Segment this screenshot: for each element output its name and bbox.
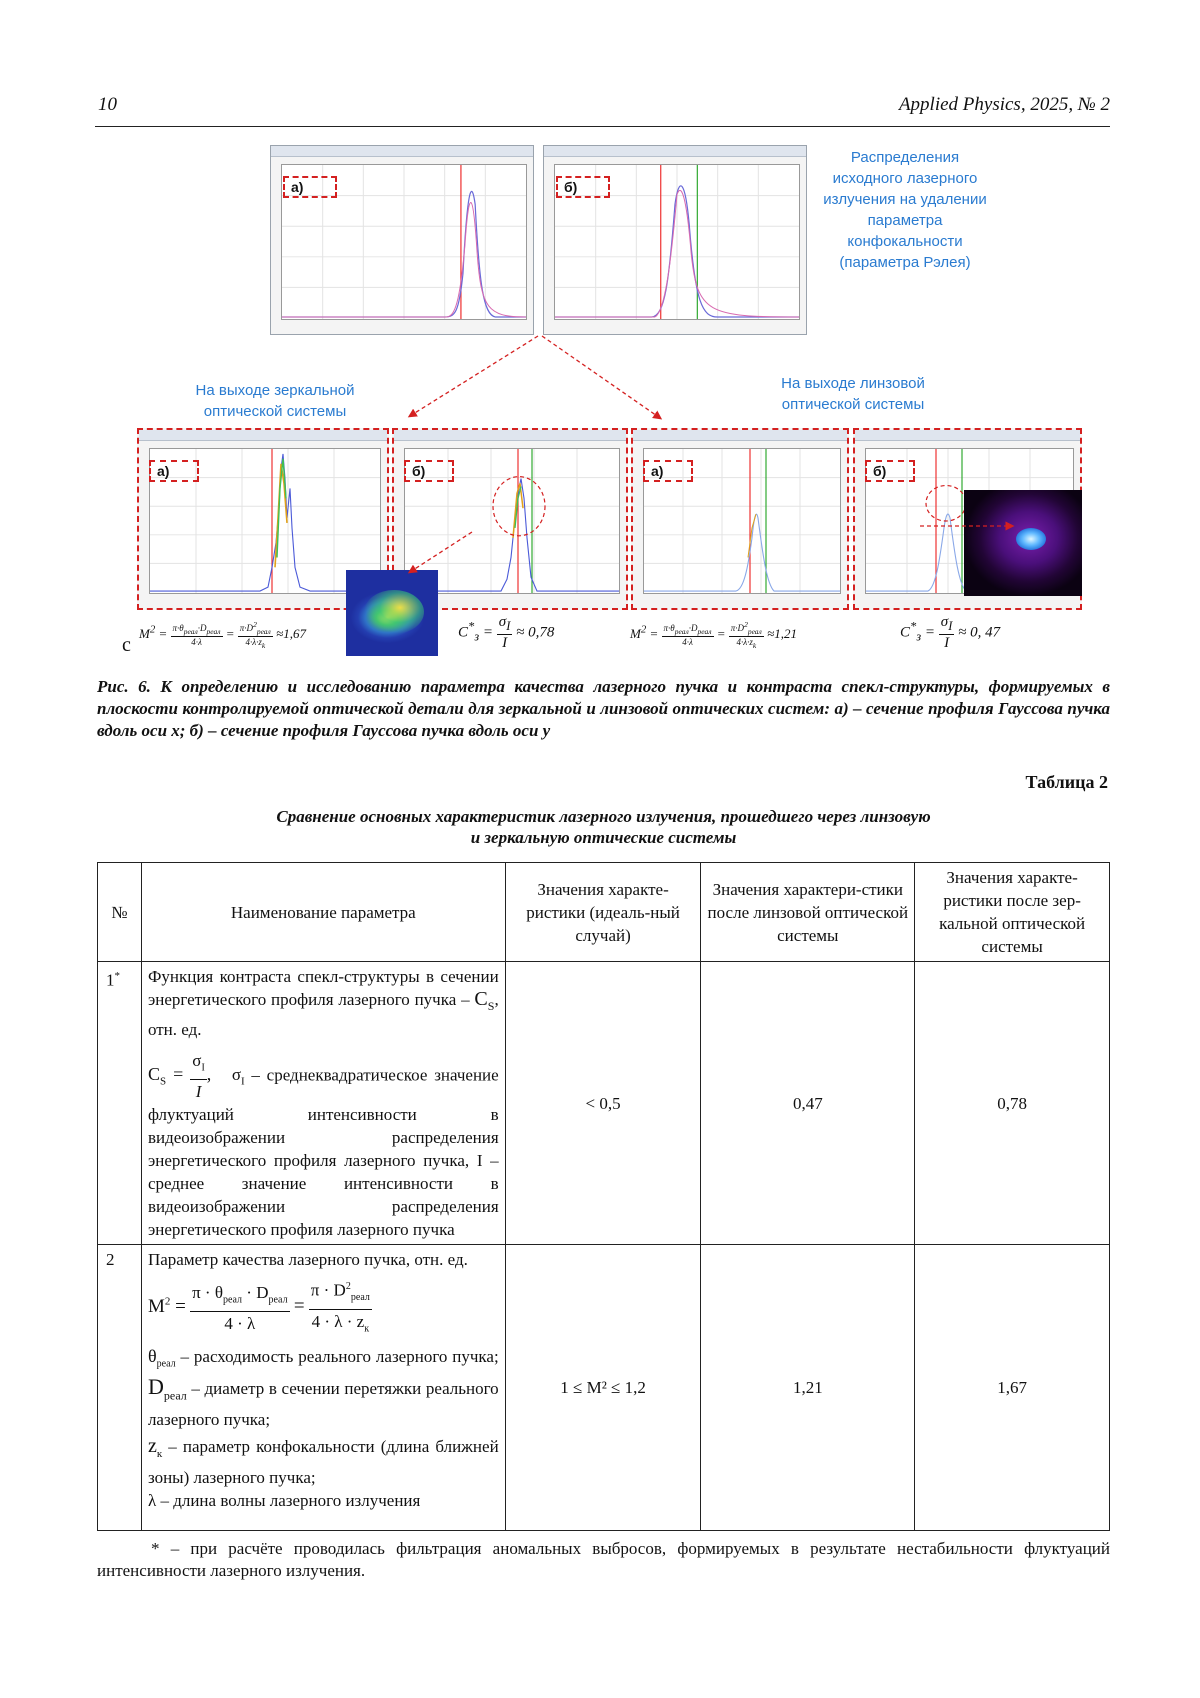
table-header-row [98, 863, 1110, 962]
tag-b: б) [404, 460, 454, 482]
formula-mirror-c: $C^*_з$ = $\frac{\sigma_I}{I}$ ≈ 0,78 [458, 614, 555, 651]
row-ideal: < 0,5 [505, 962, 701, 1245]
speckle-arrow-mirror [402, 528, 482, 578]
screenshot-top-a [270, 145, 534, 335]
table-label: Таблица 2 [1025, 772, 1108, 792]
row-num: 1* [98, 962, 142, 1245]
tag-a: а) [643, 460, 693, 482]
header-lens: Значения характери-стики после линзовой оптической системы [701, 863, 915, 962]
table-row [98, 1245, 1110, 1531]
figure-caption: Рис. 6. К определению и исследованию параметра качества лазерного пучка и контраста спекл-структуры, формируемых в плоскости контролируемой оптической детали для зеркальной и линзовой оптических систем: а) – сечение профиля Гауссова пучка вдоль оси x; б) – сечение профиля Гауссова пучка вдоль оси y [97, 677, 1110, 740]
page-number: 10 [98, 94, 117, 115]
formula-lens-c: $C^*_з$ = $\frac{\sigma_I}{I}$ ≈ 0, 47 [900, 614, 1001, 651]
footnote: * – при расчёте проводилась фильтрация аномальных выбросов, формируемых в результате нестабильности флуктуаций интенсивности лазерного излучения. [97, 1539, 1110, 1580]
speckle-arrow-lens [916, 516, 1016, 536]
header-ideal: Значения характе-ристики (идеаль-ный случай) [505, 863, 701, 962]
mirror-label: На выходе зеркальной оптической системы [195, 382, 355, 420]
tag-b: б) [865, 460, 915, 482]
speckle-image-lens [964, 490, 1082, 596]
row-mirror: 0,78 [915, 962, 1110, 1245]
row-param: Функция контраста спекл-структуры в сечении энергетического профиля лазерного пучка – $C_S$, отн. ед. $C_S$ = $\frac{\sigma_I}{I}$ , $\sigma_I$ – среднеквадратическое значение флуктуаций интенсивности в видеоизображении распределения энергетического профиля лазерного пучка, I – среднее значение интенсивности в видеоизображении распределения энергетического профиля лазерного пучка [141, 962, 505, 1245]
formula-mirror-m2: $M^2$ = $\pi\cdot\theta_{реал}\cdot D_{реал}$ 4·λ = $\pi\cdot D^2_{реал}$ $4\cdot\lambda\cdot z_k$ ≈1,67 [139, 620, 306, 650]
lens-label: На выходе линзовой оптической системы [781, 375, 925, 413]
formula-lens-m2: $M^2$ = $\pi\cdot\theta_{реал}\cdot D_{реал}$ 4·λ = $\pi\cdot D^2_{реал}$ $4\cdot\lambda\cdot z_k$ ≈1,21 [630, 620, 797, 650]
top-note: Распределения исходного лазерного излучения на удалении параметра конфокальности (параметра Рэлея) [823, 149, 987, 271]
row-lens: 1,21 [701, 1245, 915, 1531]
row-lens: 0,47 [701, 962, 915, 1245]
screenshot-top-b [543, 145, 807, 335]
tag-b: б) [556, 176, 610, 198]
row-num: 2 [98, 1245, 142, 1531]
arrows [380, 330, 680, 426]
row-param: Параметр качества лазерного пучка, отн. ед. $M^2$ = $\pi \cdot \theta_{реал} \cdot D_{реал}$ 4 · λ = $\pi \cdot D^2_{реал}$ $4 \cdot \lambda \cdot z_к$ $\theta_{реал}$ – расходимость реального лазерного пучка; $D_{реал}$ – диаметр в сечении перетяжки реального лазерного пучка; $z_к$ – параметр конфокальности (длина ближней зоны) лазерного пучка; λ – длина волны лазерного излучения [141, 1245, 505, 1531]
speckle-image-mirror [346, 570, 438, 656]
tag-a: а) [149, 460, 199, 482]
header-num: № [98, 863, 142, 962]
header-rule [95, 126, 1110, 127]
letter-c: с [122, 634, 131, 656]
row-ideal: 1 ≤ M² ≤ 1,2 [505, 1245, 701, 1531]
comparison-table [97, 862, 1110, 1531]
screenshot-lens-a [631, 428, 849, 610]
header-mirror: Значения характе-ристики после зер-кальной оптической системы [915, 863, 1110, 962]
journal-title: Applied Physics, 2025, № 2 [898, 94, 1110, 115]
row-mirror: 1,67 [915, 1245, 1110, 1531]
tag-a: а) [283, 176, 337, 198]
table-title: Сравнение основных характеристик лазерного излучения, прошедшего через линзовую и зеркальную оптические системы [276, 807, 931, 847]
table-row [98, 962, 1110, 1245]
header-name: Наименование параметра [141, 863, 505, 962]
